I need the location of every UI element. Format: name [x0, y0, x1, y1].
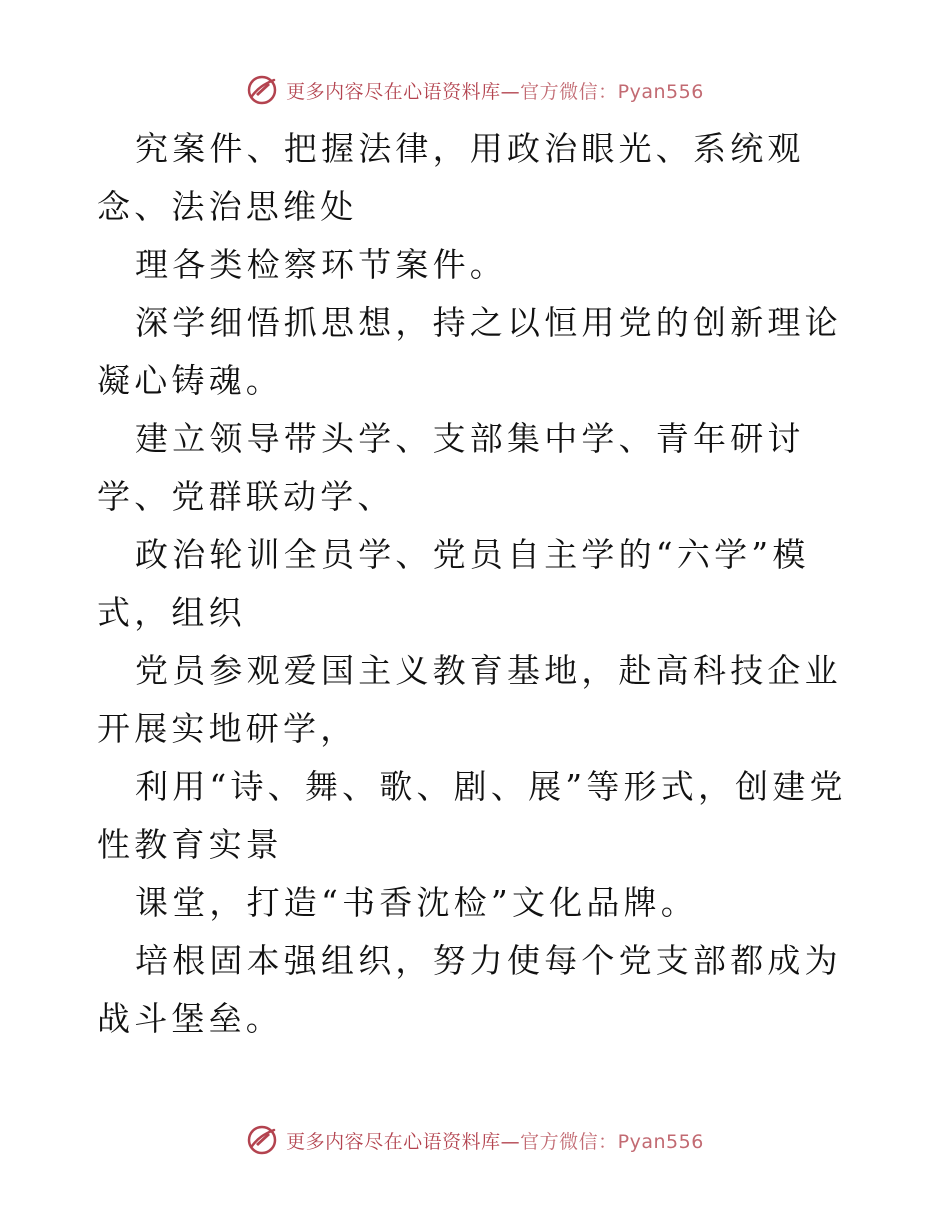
banner-separator: —: [500, 80, 521, 103]
banner-wechat: 官方微信：Pyan556: [520, 1130, 704, 1153]
paragraph: 课堂，打造“书香沈检”文化品牌。: [135, 883, 698, 922]
paragraph: 深学细悟抓思想，持之以恒用党的创新理论凝心铸魂。: [97, 303, 842, 400]
paragraph: 究案件、把握法律，用政治眼光、系统观念、法治思维处: [97, 129, 805, 226]
footer-banner: [0, 1120, 950, 1160]
paragraph: 党员参观爱国主义教育基地，赴高科技企业开展实地研学，: [97, 651, 842, 748]
banner-separator: —: [500, 1130, 521, 1153]
header-banner: [0, 70, 950, 110]
banner-title: 更多内容尽在心语资料库: [286, 80, 501, 103]
paragraph: 政治轮训全员学、党员自主学的“六学”模式，组织: [97, 535, 810, 632]
paragraph: 理各类检察环节案件。: [135, 245, 507, 284]
banner-wechat: 官方微信：Pyan556: [520, 80, 704, 103]
document-body: [97, 120, 857, 1048]
paragraph: 利用“诗、舞、歌、剧、展”等形式，创建党性教育实景: [97, 767, 847, 864]
pen-logo-icon: [246, 1124, 278, 1156]
paragraph: 建立领导带头学、支部集中学、青年研讨学、党群联动学、: [97, 419, 805, 516]
paragraph: 培根固本强组织，努力使每个党支部都成为战斗堡垒。: [97, 941, 842, 1038]
banner-title: 更多内容尽在心语资料库: [286, 1130, 501, 1153]
pen-logo-icon: [246, 74, 278, 106]
